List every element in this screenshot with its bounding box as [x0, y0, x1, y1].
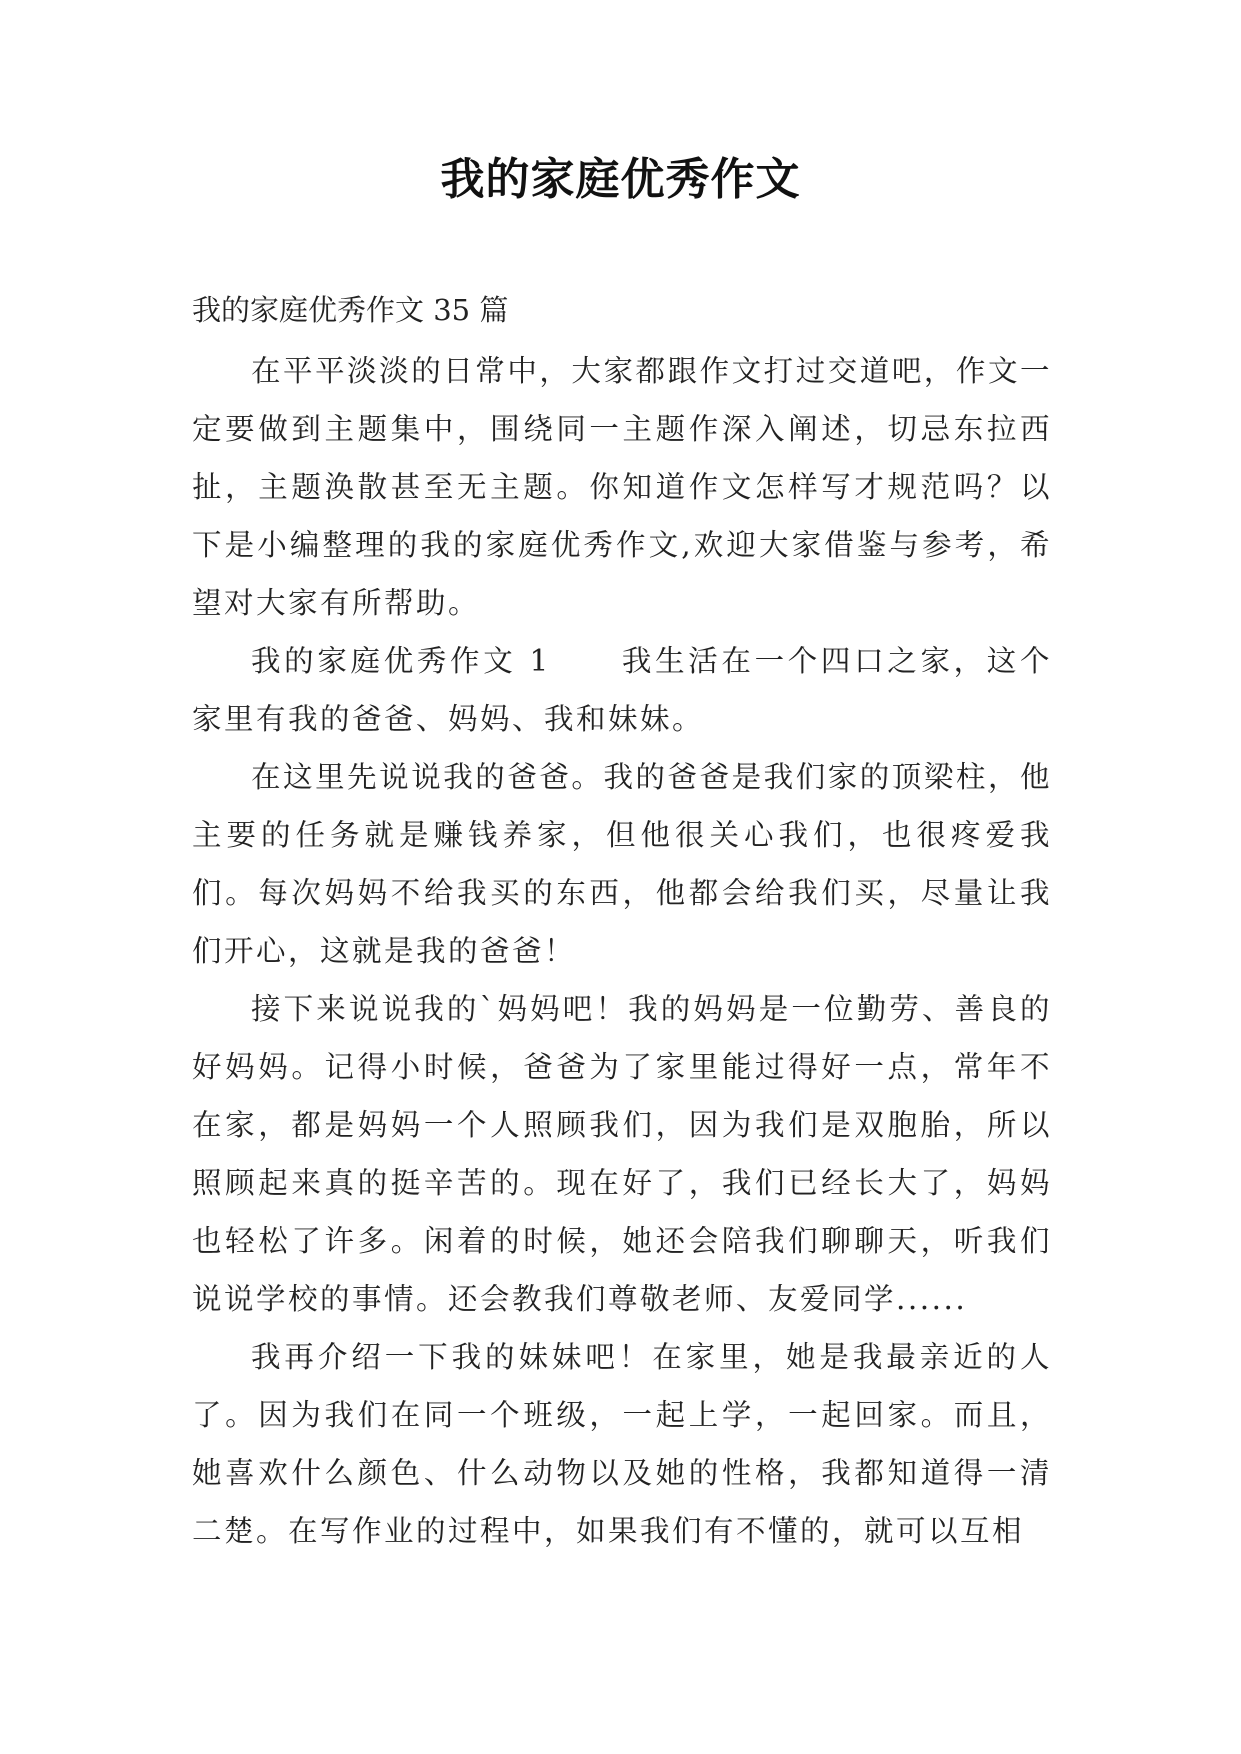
- essay-1-opening-paragraph: [192, 632, 1052, 748]
- essay-heading: 我的家庭优秀作文 1: [251, 644, 551, 678]
- document-title: 我的家庭优秀作文: [440, 154, 801, 205]
- paragraph-father: 在这里先说说我的爸爸。我的爸爸是我们家的顶梁柱，他主要的任务就是赚钱养家，但他很关心我们，也很疼爱我们。每次妈妈不给我买的东西，他都会给我们买，尽量让我们开心，这就是我的爸爸！: [192, 760, 1052, 968]
- document-subtitle: 我的家庭优秀作文 35 篇: [192, 293, 509, 327]
- intro-paragraph: 在平平淡淡的日常中，大家都跟作文打过交道吧，作文一定要做到主题集中，围绕同一主题作深入阐述，切忌东拉西扯，主题涣散甚至无主题。你知道作文怎样写才规范吗？以下是小编整理的我的家庭优秀作文,欢迎大家借鉴与参考，希望对大家有所帮助。: [192, 354, 1052, 620]
- paragraph-mother: 接下来说说我的`妈妈吧！我的妈妈是一位勤劳、善良的好妈妈。记得小时候，爸爸为了家里能过得好一点，常年不在家，都是妈妈一个人照顾我们，因为我们是双胞胎，所以照顾起来真的挺辛苦的。现在好了，我们已经长大了，妈妈也轻松了许多。闲着的时候，她还会陪我们聊聊天，听我们说说学校的事情。还会教我们尊敬老师、友爱同学......: [192, 992, 1052, 1316]
- essay-opening-text: 我生活在一个四口之家，这个家里有我的爸爸、妈妈、我和妹妹。: [192, 644, 1052, 736]
- document-body: [192, 342, 1052, 1560]
- paragraph-sister: 我再介绍一下我的妹妹吧！在家里，她是我最亲近的人了。因为我们在同一个班级，一起上学，一起回家。而且，她喜欢什么颜色、什么动物以及她的性格，我都知道得一清二楚。在写作业的过程中，如果我们有不懂的，就可以互相: [192, 1340, 1052, 1548]
